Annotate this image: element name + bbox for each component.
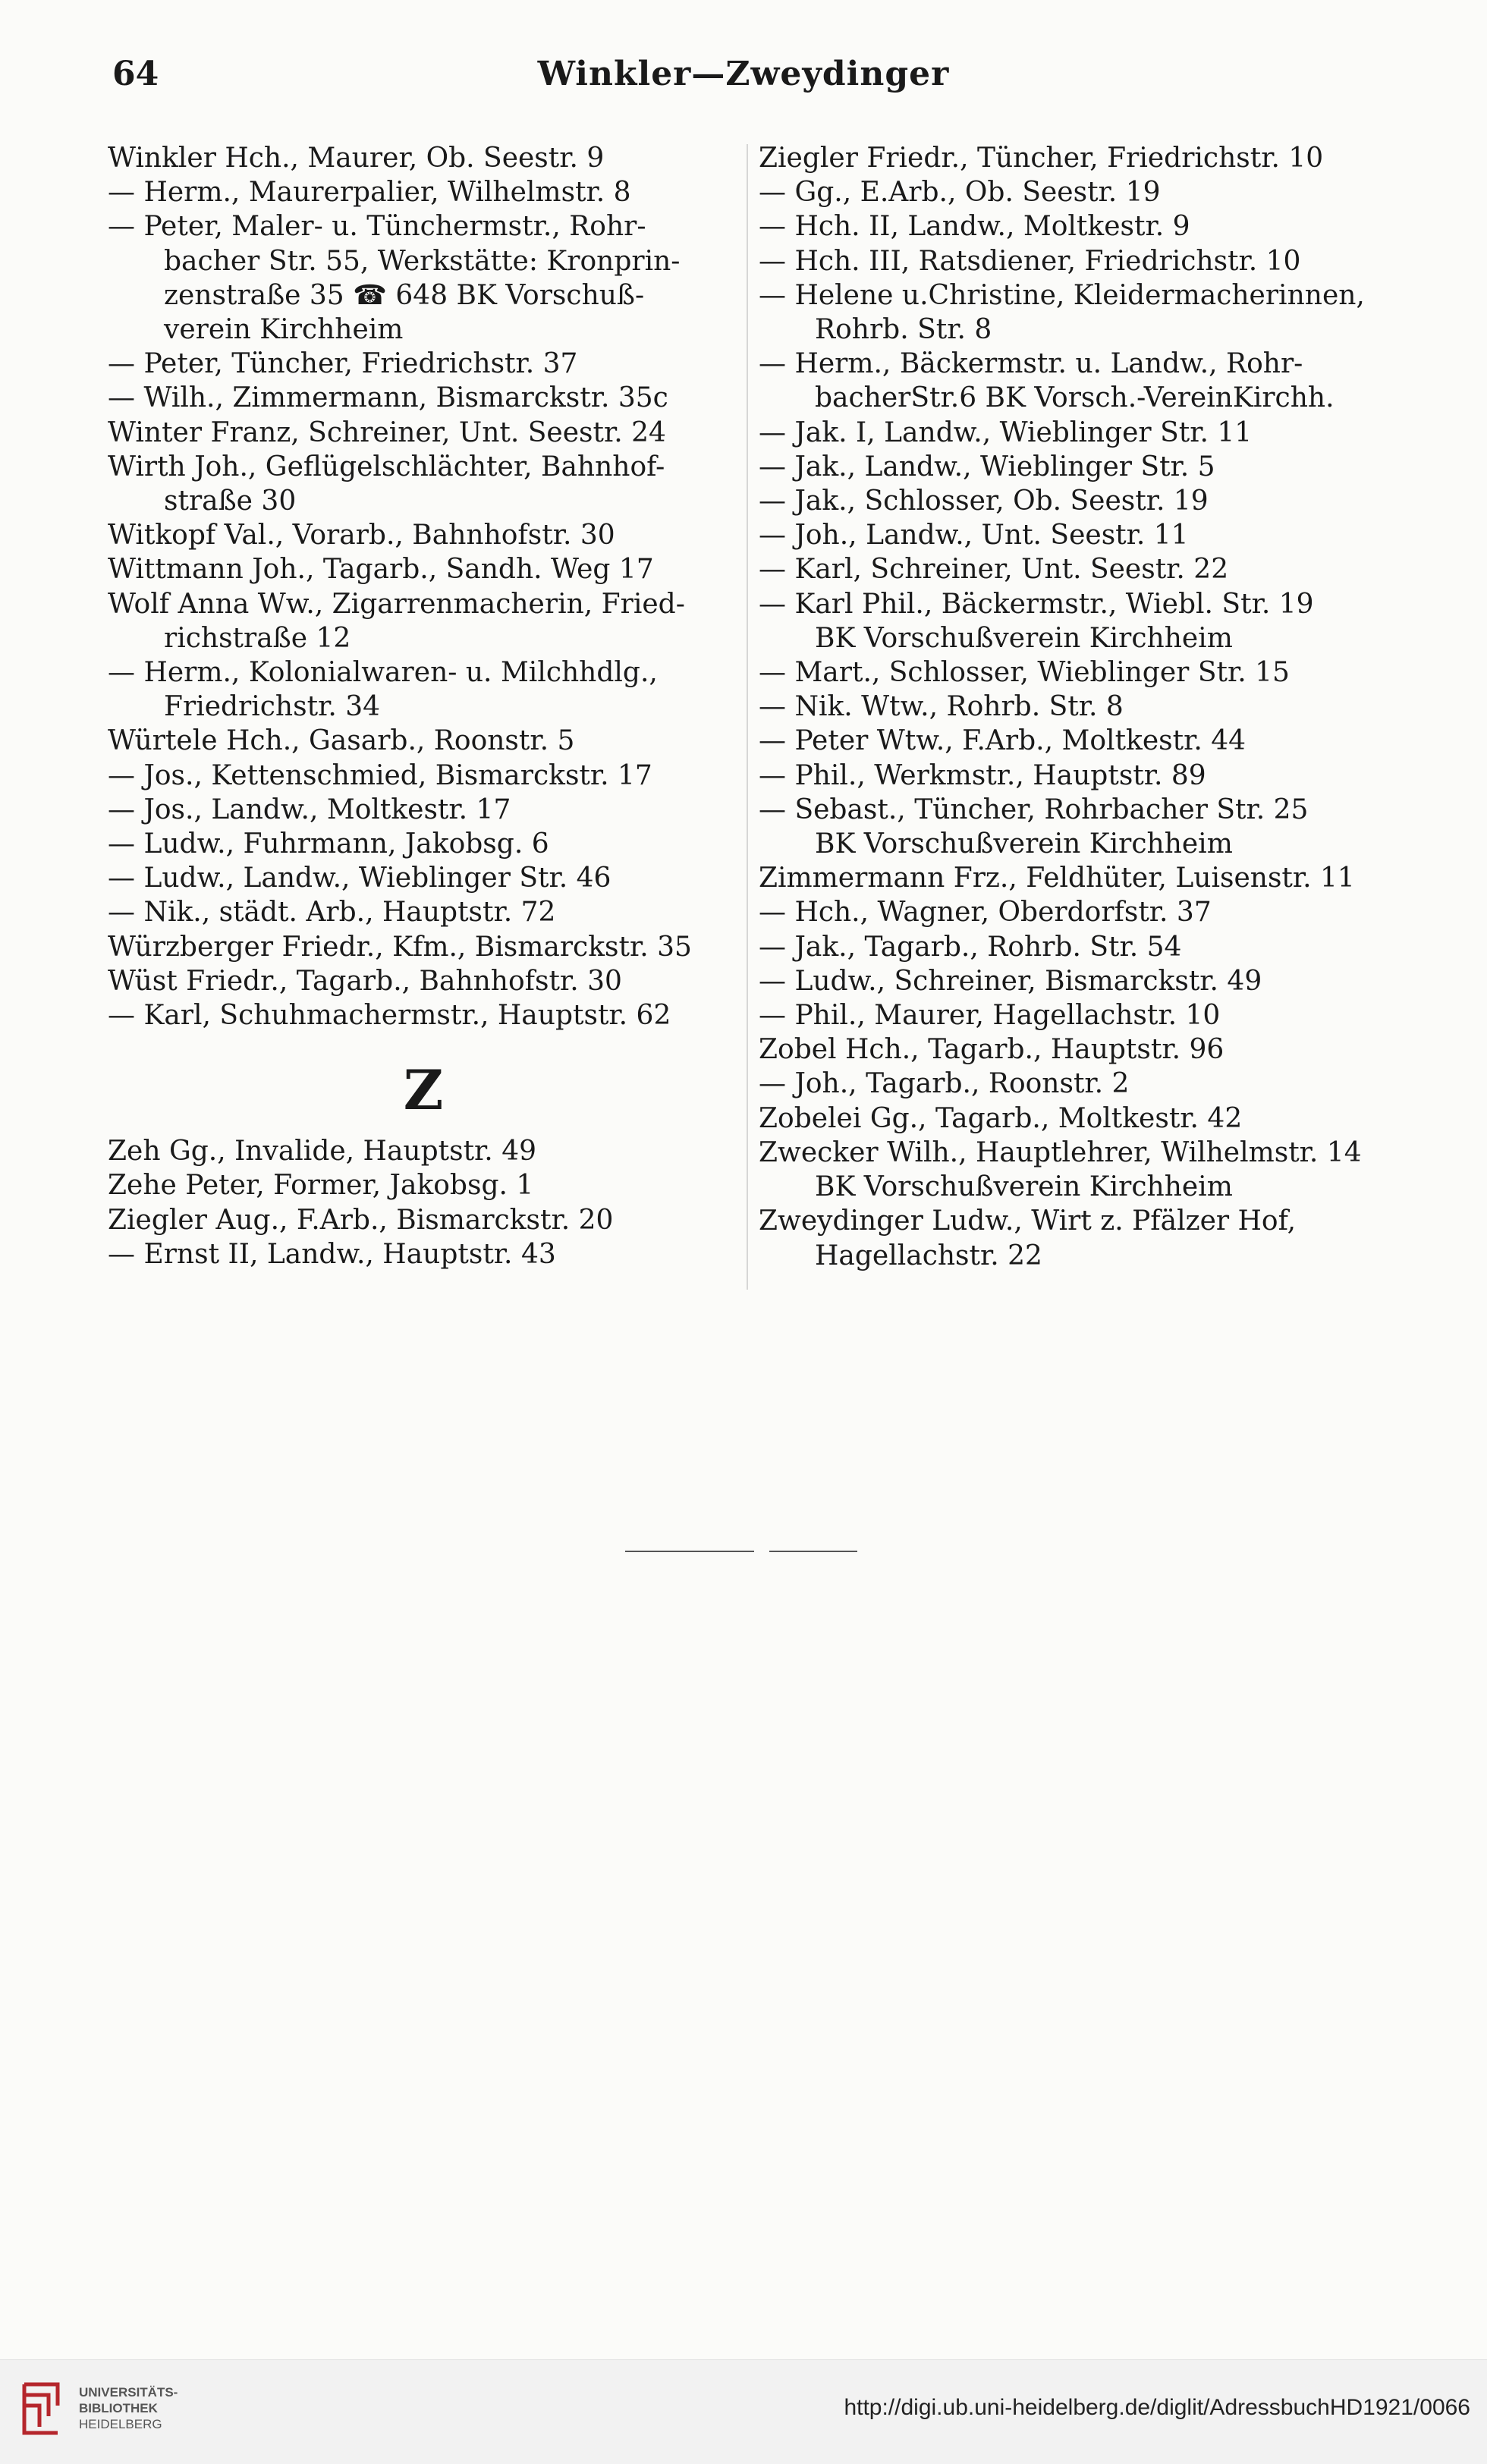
right-entry-list xyxy=(759,141,1390,1273)
directory-entry: — Nik., städt. Arb., Hauptstr. 72 xyxy=(108,897,556,929)
directory-entry: Zwecker Wilh., Hauptlehrer, Wilhelmstr. 14 xyxy=(759,1136,1362,1168)
entry-continuation-line: BK Vorschußverein Kirchheim xyxy=(815,828,1233,860)
left-column xyxy=(108,141,739,1271)
directory-entry: — Phil., Werkmstr., Hauptstr. 89 xyxy=(759,759,1206,791)
directory-entry: Winter Franz, Schreiner, Unt. Seestr. 24 xyxy=(108,416,666,448)
directory-entry: — Phil., Maurer, Hagellachstr. 10 xyxy=(759,1000,1221,1032)
directory-entry: — Ludw., Fuhrmann, Jakobsg. 6 xyxy=(108,828,549,860)
directory-entry: Wolf Anna Ww., Zigarrenmacherin, Fried- xyxy=(108,588,685,620)
directory-entry: — Herm., Maurerpalier, Wilhelmstr. 8 xyxy=(108,177,631,209)
entry-continuation-line: Hagellachstr. 22 xyxy=(815,1240,1042,1271)
directory-entry: — Ludw., Schreiner, Bismarckstr. 49 xyxy=(759,965,1262,997)
entry-continuation-line: Rohrb. Str. 8 xyxy=(815,314,992,346)
left-entry-list-z xyxy=(108,1134,739,1271)
directory-entry: Witkopf Val., Vorarb., Bahnhofstr. 30 xyxy=(108,520,615,552)
directory-entry: — Herm., Bäckermstr. u. Landw., Rohr- xyxy=(759,348,1303,380)
page-number: 64 xyxy=(112,55,159,93)
directory-entry: Würzberger Friedr., Kfm., Bismarckstr. 35 xyxy=(108,931,692,963)
directory-entry: — Helene u.Christine, Kleidermacherinnen, xyxy=(759,279,1365,311)
entry-continuation-line: Friedrichstr. 34 xyxy=(164,691,381,723)
end-rule-right xyxy=(769,1551,857,1552)
directory-entry: — Joh., Landw., Unt. Seestr. 11 xyxy=(759,520,1189,552)
directory-entry: Ziegler Aug., F.Arb., Bismarckstr. 20 xyxy=(108,1204,614,1236)
directory-entry: Würtele Hch., Gasarb., Roonstr. 5 xyxy=(108,725,575,757)
directory-entry: Wirth Joh., Geflügelschlächter, Bahnhof- xyxy=(108,451,665,482)
directory-entry: — Jos., Landw., Moltkestr. 17 xyxy=(108,794,511,825)
directory-entry: Zehe Peter, Former, Jakobsg. 1 xyxy=(108,1170,534,1202)
entry-continuation-line: bacherStr.6 BK Vorsch.-VereinKirchh. xyxy=(815,382,1335,414)
directory-entry: — Jak. I, Landw., Wieblinger Str. 11 xyxy=(759,416,1253,448)
left-entry-list xyxy=(108,141,739,1032)
entry-continuation-line: BK Vorschußverein Kirchheim xyxy=(815,1171,1233,1203)
page-title: Winkler—Zweydinger xyxy=(537,55,950,93)
directory-entry: — Peter, Tüncher, Friedrichstr. 37 xyxy=(108,348,578,380)
directory-entry: — Ludw., Landw., Wieblinger Str. 46 xyxy=(108,863,611,894)
directory-entry: Zweydinger Ludw., Wirt z. Pfälzer Hof, xyxy=(759,1205,1297,1237)
directory-entry: — Ernst II, Landw., Hauptstr. 43 xyxy=(108,1238,556,1270)
entry-continuation-line: zenstraße 35 ☎ 648 BK Vorschuß- xyxy=(164,279,645,311)
directory-entry: Zeh Gg., Invalide, Hauptstr. 49 xyxy=(108,1136,536,1168)
directory-entry: — Jak., Schlosser, Ob. Seestr. 19 xyxy=(759,486,1209,517)
directory-entry: — Jak., Landw., Wieblinger Str. 5 xyxy=(759,451,1215,482)
directory-entry: — Gg., E.Arb., Ob. Seestr. 19 xyxy=(759,177,1161,209)
entry-continuation-line: bacher Str. 55, Werkstätte: Kronprin- xyxy=(164,245,681,277)
directory-entry: — Sebast., Tüncher, Rohrbacher Str. 25 xyxy=(759,794,1309,825)
directory-entry: — Jos., Kettenschmied, Bismarckstr. 17 xyxy=(108,759,652,791)
directory-entry: Zimmermann Frz., Feldhüter, Luisenstr. 11 xyxy=(759,863,1355,894)
directory-entry: — Karl, Schuhmachermstr., Hauptstr. 62 xyxy=(108,1000,671,1032)
entry-continuation-line: richstraße 12 xyxy=(164,622,351,654)
directory-entry: — Karl, Schreiner, Unt. Seestr. 22 xyxy=(759,554,1229,586)
footer-bar xyxy=(0,2359,1487,2464)
library-name-line: UNIVERSITÄTS- xyxy=(79,2385,178,2400)
library-logo-icon xyxy=(18,2375,64,2439)
entry-continuation-line: straße 30 xyxy=(164,486,297,517)
directory-entry: — Peter Wtw., F.Arb., Moltkestr. 44 xyxy=(759,725,1247,757)
directory-entry: — Herm., Kolonialwaren- u. Milchhdlg., xyxy=(108,657,658,689)
library-name-line: BIBLIOTHEK xyxy=(79,2401,158,2415)
entry-continuation-line: verein Kirchheim xyxy=(164,314,404,346)
directory-entry: — Wilh., Zimmermann, Bismarckstr. 35c xyxy=(108,382,668,414)
directory-entry: — Hch. III, Ratsdiener, Friedrichstr. 10 xyxy=(759,245,1301,277)
running-head xyxy=(112,55,1375,100)
right-column xyxy=(759,141,1390,1273)
directory-entry: — Nik. Wtw., Rohrb. Str. 8 xyxy=(759,691,1124,723)
column-divider xyxy=(747,144,748,1290)
directory-entry: — Joh., Tagarb., Roonstr. 2 xyxy=(759,1068,1130,1100)
directory-entry: — Peter, Maler- u. Tünchermstr., Rohr- xyxy=(108,211,646,243)
section-letter: Z xyxy=(403,1058,444,1123)
library-name xyxy=(79,2384,178,2432)
directory-entry: Ziegler Friedr., Tüncher, Friedrichstr. 10 xyxy=(759,143,1324,174)
directory-entry: — Hch. II, Landw., Moltkestr. 9 xyxy=(759,211,1190,243)
directory-entry: — Mart., Schlosser, Wieblinger Str. 15 xyxy=(759,657,1290,689)
directory-entry: — Karl Phil., Bäckermstr., Wiebl. Str. 19 xyxy=(759,588,1314,620)
directory-entry: Wittmann Joh., Tagarb., Sandh. Weg 17 xyxy=(108,554,654,586)
end-rule-left xyxy=(625,1551,754,1552)
library-name-line: HEIDELBERG xyxy=(79,2417,162,2431)
directory-entry: Zobelei Gg., Tagarb., Moltkestr. 42 xyxy=(759,1102,1243,1134)
source-url-link[interactable]: http://digi.ub.uni-heidelberg.de/diglit/AdressbuchHD1921/0066 xyxy=(844,2395,1470,2420)
directory-entry: Zobel Hch., Tagarb., Hauptstr. 96 xyxy=(759,1034,1224,1066)
directory-entry: — Hch., Wagner, Oberdorfstr. 37 xyxy=(759,897,1212,929)
directory-entry: Winkler Hch., Maurer, Ob. Seestr. 9 xyxy=(108,143,605,174)
directory-entry: — Jak., Tagarb., Rohrb. Str. 54 xyxy=(759,931,1182,963)
directory-entry: Wüst Friedr., Tagarb., Bahnhofstr. 30 xyxy=(108,965,622,997)
entry-continuation-line: BK Vorschußverein Kirchheim xyxy=(815,622,1233,654)
